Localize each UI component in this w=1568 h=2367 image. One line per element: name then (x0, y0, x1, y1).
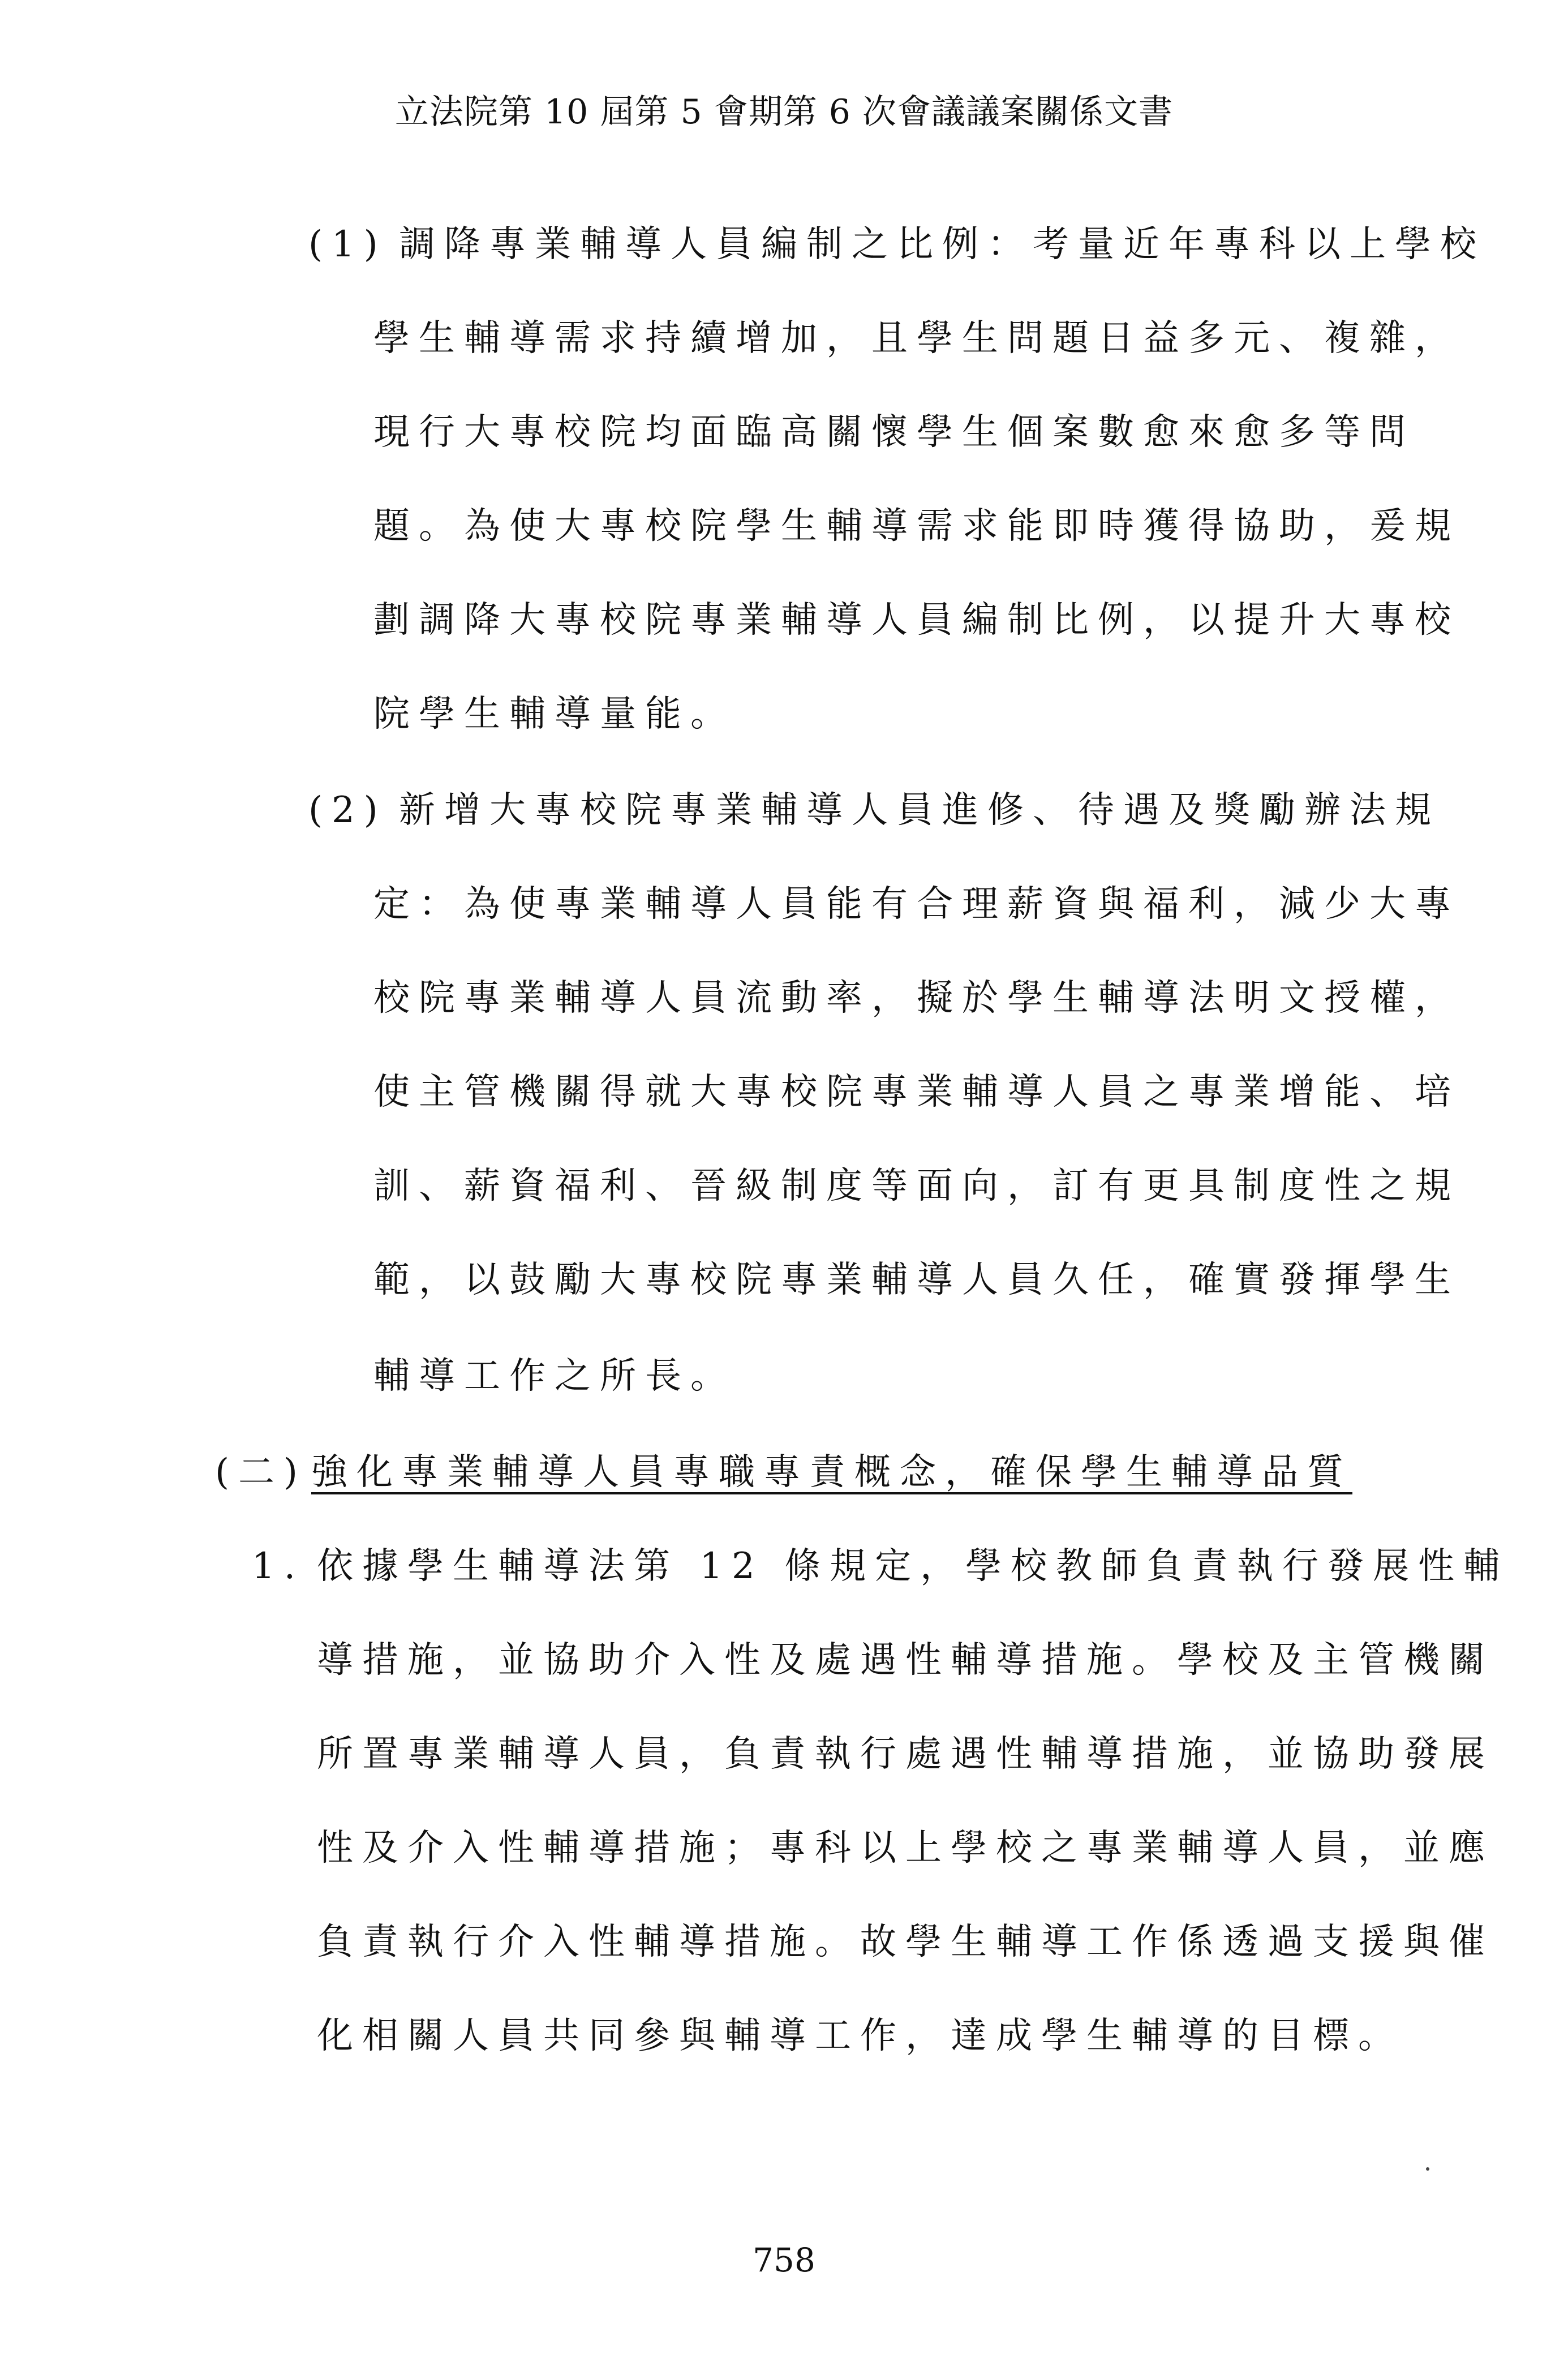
point-1-line: 所置專業輔導人員，負責執行處遇性輔導措施，並協助發展 (317, 1733, 1494, 1775)
page-number: 758 (753, 2241, 815, 2279)
item-2-line: 輔導工作之所長。 (373, 1355, 736, 1397)
item-1-line: 劃調降大專校院專業輔導人員編制比例，以提升大專校 (373, 599, 1460, 641)
point-1-marker: 1. (252, 1545, 305, 1587)
item-1-line: 院學生輔導量能。 (373, 693, 736, 735)
item-1-line: 現行大專校院均面臨高關懷學生個案數愈來愈多等問 (373, 411, 1415, 453)
item-2-marker: (2) (308, 789, 387, 831)
item-1-line: 題。為使大專校院學生輔導需求能即時獲得協助，爰規 (373, 505, 1460, 547)
item-2-line: 訓、薪資福利、晉級制度等面向，訂有更具制度性之規 (373, 1165, 1460, 1207)
point-1-line: 導措施，並協助介入性及處遇性輔導措施。學校及主管機關 (317, 1639, 1494, 1681)
scan-speck (1426, 2167, 1429, 2171)
section-2-marker: (二) (215, 1451, 307, 1493)
point-1-line: 性及介入性輔導措施；專科以上學校之專業輔導人員，並應 (317, 1827, 1494, 1869)
item-2-line: 範，以鼓勵大專校院專業輔導人員久任，確實發揮學生 (373, 1259, 1460, 1301)
section-2-heading: 強化專業輔導人員專職專責概念，確保學生輔導品質 (311, 1451, 1352, 1493)
point-1-line: 依據學生輔導法第 12 條規定，學校教師負責執行發展性輔 (317, 1545, 1509, 1587)
item-2-line: 校院專業輔導人員流動率，擬於學生輔導法明文授權， (373, 977, 1460, 1019)
item-2-line: 新增大專校院專業輔導人員進修、待遇及獎勵辦法規 (399, 789, 1440, 831)
item-1-line: 調降專業輔導人員編制之比例：考量近年專科以上學校 (399, 224, 1485, 265)
item-1-line: 學生輔導需求持續增加，且學生問題日益多元、複雜， (373, 317, 1460, 359)
item-1-marker: (1) (308, 224, 387, 265)
point-1-line: 化相關人員共同參與輔導工作，達成學生輔導的目標。 (317, 2015, 1403, 2057)
item-2-line: 定：為使專業輔導人員能有合理薪資與福利，減少大專 (373, 883, 1460, 925)
page-header: 立法院第 10 屆第 5 會期第 6 次會議議案關係文書 (394, 92, 1174, 132)
item-2-line: 使主管機關得就大專校院專業輔導人員之專業增能、培 (373, 1071, 1460, 1113)
point-1-line: 負責執行介入性輔導措施。故學生輔導工作係透過支援與催 (317, 1921, 1494, 1963)
